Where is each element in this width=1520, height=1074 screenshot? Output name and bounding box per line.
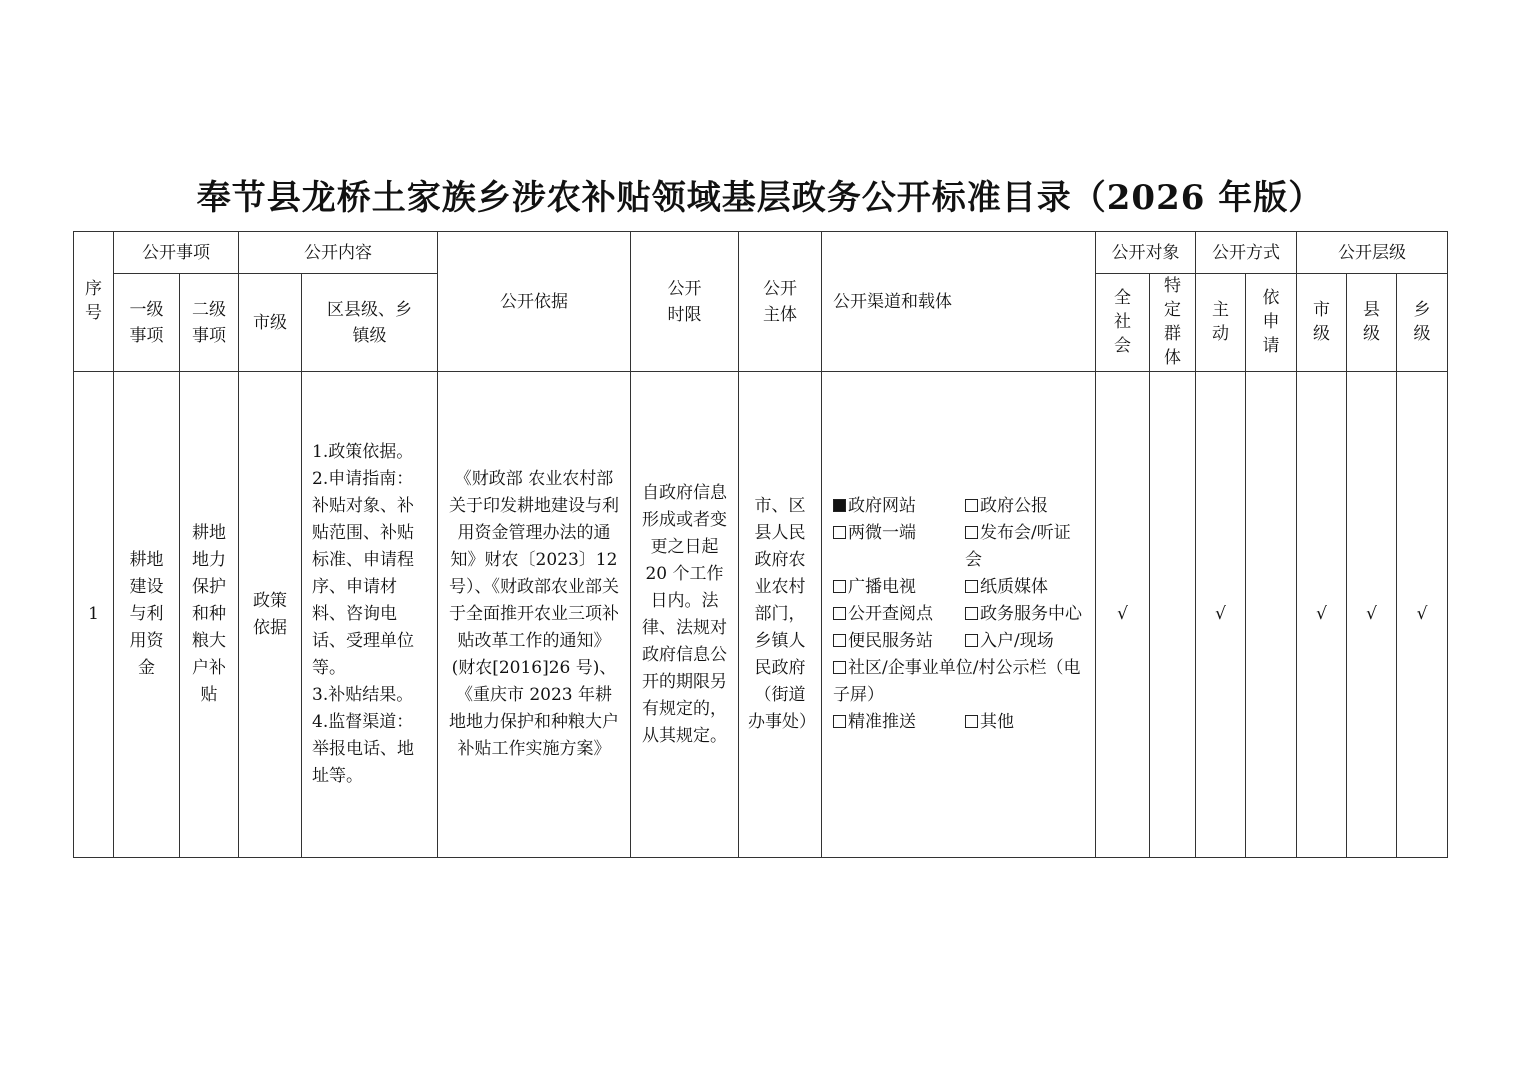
header-tier-city: 市级 [1297, 274, 1347, 372]
page-title: 奉节县龙桥土家族乡涉农补贴领域基层政务公开标准目录（2026 年版） [196, 178, 1324, 218]
checkbox-empty [965, 526, 978, 539]
header-public-all: 全社会 [1096, 274, 1150, 372]
channel-label: 广播电视 [848, 577, 916, 597]
header-items-group: 公开事项 [114, 232, 239, 274]
channel-row [833, 628, 1087, 655]
channel-row [833, 574, 1087, 601]
header-basis: 公开依据 [438, 232, 631, 372]
header-tier-county: 县级 [1347, 274, 1397, 372]
cell-basis: 《财政部 农业农村部关于印发耕地建设与利用资金管理办法的通知》财农〔2023〕12 号）、《财政部农业部关于全面推开农业三项补贴改革工作的通知》(财农[2016]26 号)、《重庆市 2023 年耕地地力保护和种粮大户补贴工作实施方案》 [438, 372, 631, 858]
checkbox-empty [833, 580, 846, 593]
header-seq: 序号 [74, 232, 114, 372]
channel-label: 便民服务站 [848, 631, 933, 651]
header-tier-group: 公开层级 [1297, 232, 1448, 274]
header-time-limit: 公开时限 [631, 232, 739, 372]
header-target-group: 公开对象 [1096, 232, 1196, 274]
checkbox-empty [965, 499, 978, 512]
cell-time-limit: 自政府信息形成或者变更之日起 20 个工作日内。法律、法规对政府信息公开的期限另有规定的，从其规定。 [631, 372, 739, 858]
channel-label: 发布会/听证会 [965, 523, 1071, 570]
channel-row [833, 709, 1087, 736]
header-active: 主动 [1196, 274, 1246, 372]
district-line: 4.监督渠道：举报电话、地址等。 [312, 712, 414, 786]
table-row [74, 372, 1448, 858]
channel-label: 精准推送 [848, 712, 916, 732]
district-line: 2.申请指南：补贴对象、补贴范围、补贴标准、申请程序、申请材料、咨询电话、受理单位等。 [312, 469, 414, 678]
header-on-request: 依申请 [1246, 274, 1297, 372]
cell-city: 政策依据 [239, 372, 302, 858]
header-method-group: 公开方式 [1196, 232, 1297, 274]
cell-subject: 市、区县人民政府农业农村部门，乡镇人民政府（街道办事处） [739, 372, 822, 858]
checkbox-empty [833, 715, 846, 728]
header-channels: 公开渠道和载体 [822, 232, 1096, 372]
channel-row [833, 601, 1087, 628]
header-content-group: 公开内容 [239, 232, 438, 274]
channel-label: 入户/现场 [980, 631, 1054, 651]
channel-label: 政府公报 [980, 496, 1048, 516]
channel-row [833, 520, 1087, 574]
header-level2: 二级事项 [180, 274, 239, 372]
checkbox-empty [965, 634, 978, 647]
header-subject: 公开主体 [739, 232, 822, 372]
cell-active: √ [1196, 372, 1246, 858]
catalog-table [73, 231, 1448, 858]
checkbox-empty [965, 607, 978, 620]
channel-label: 纸质媒体 [980, 577, 1048, 597]
checkbox-empty [833, 634, 846, 647]
cell-tier-town: √ [1397, 372, 1448, 858]
district-line: 3.补贴结果。 [312, 685, 414, 705]
header-district: 区县级、乡镇级 [302, 274, 438, 372]
district-line: 1.政策依据。 [312, 442, 414, 462]
cell-tier-city: √ [1297, 372, 1347, 858]
channel-label: 其他 [980, 712, 1014, 732]
checkbox-empty [965, 715, 978, 728]
cell-district [302, 372, 438, 858]
channel-row [833, 655, 1087, 709]
cell-on-request [1246, 372, 1297, 858]
cell-level2: 耕地地力保护和种粮大户补贴 [180, 372, 239, 858]
cell-level1: 耕地建设与利用资金 [114, 372, 180, 858]
cell-seq: 1 [74, 372, 114, 858]
checkbox-empty [833, 661, 846, 674]
channel-label: 社区/企事业单位/村公示栏（电子屏） [833, 658, 1081, 705]
header-level1: 一级事项 [114, 274, 180, 372]
checkbox-filled [833, 499, 846, 512]
cell-specific [1150, 372, 1196, 858]
header-tier-town: 乡级 [1397, 274, 1448, 372]
channel-row [833, 493, 1087, 520]
cell-tier-county: √ [1347, 372, 1397, 858]
header-specific: 特定群体 [1150, 274, 1196, 372]
header-city: 市级 [239, 274, 302, 372]
channel-label: 政务服务中心 [980, 604, 1082, 624]
cell-public-all: √ [1096, 372, 1150, 858]
channel-label: 公开查阅点 [848, 604, 933, 624]
channel-label: 政府网站 [848, 496, 916, 516]
checkbox-empty [965, 580, 978, 593]
checkbox-empty [833, 526, 846, 539]
channel-label: 两微一端 [848, 523, 916, 543]
cell-channels [822, 372, 1096, 858]
checkbox-empty [833, 607, 846, 620]
